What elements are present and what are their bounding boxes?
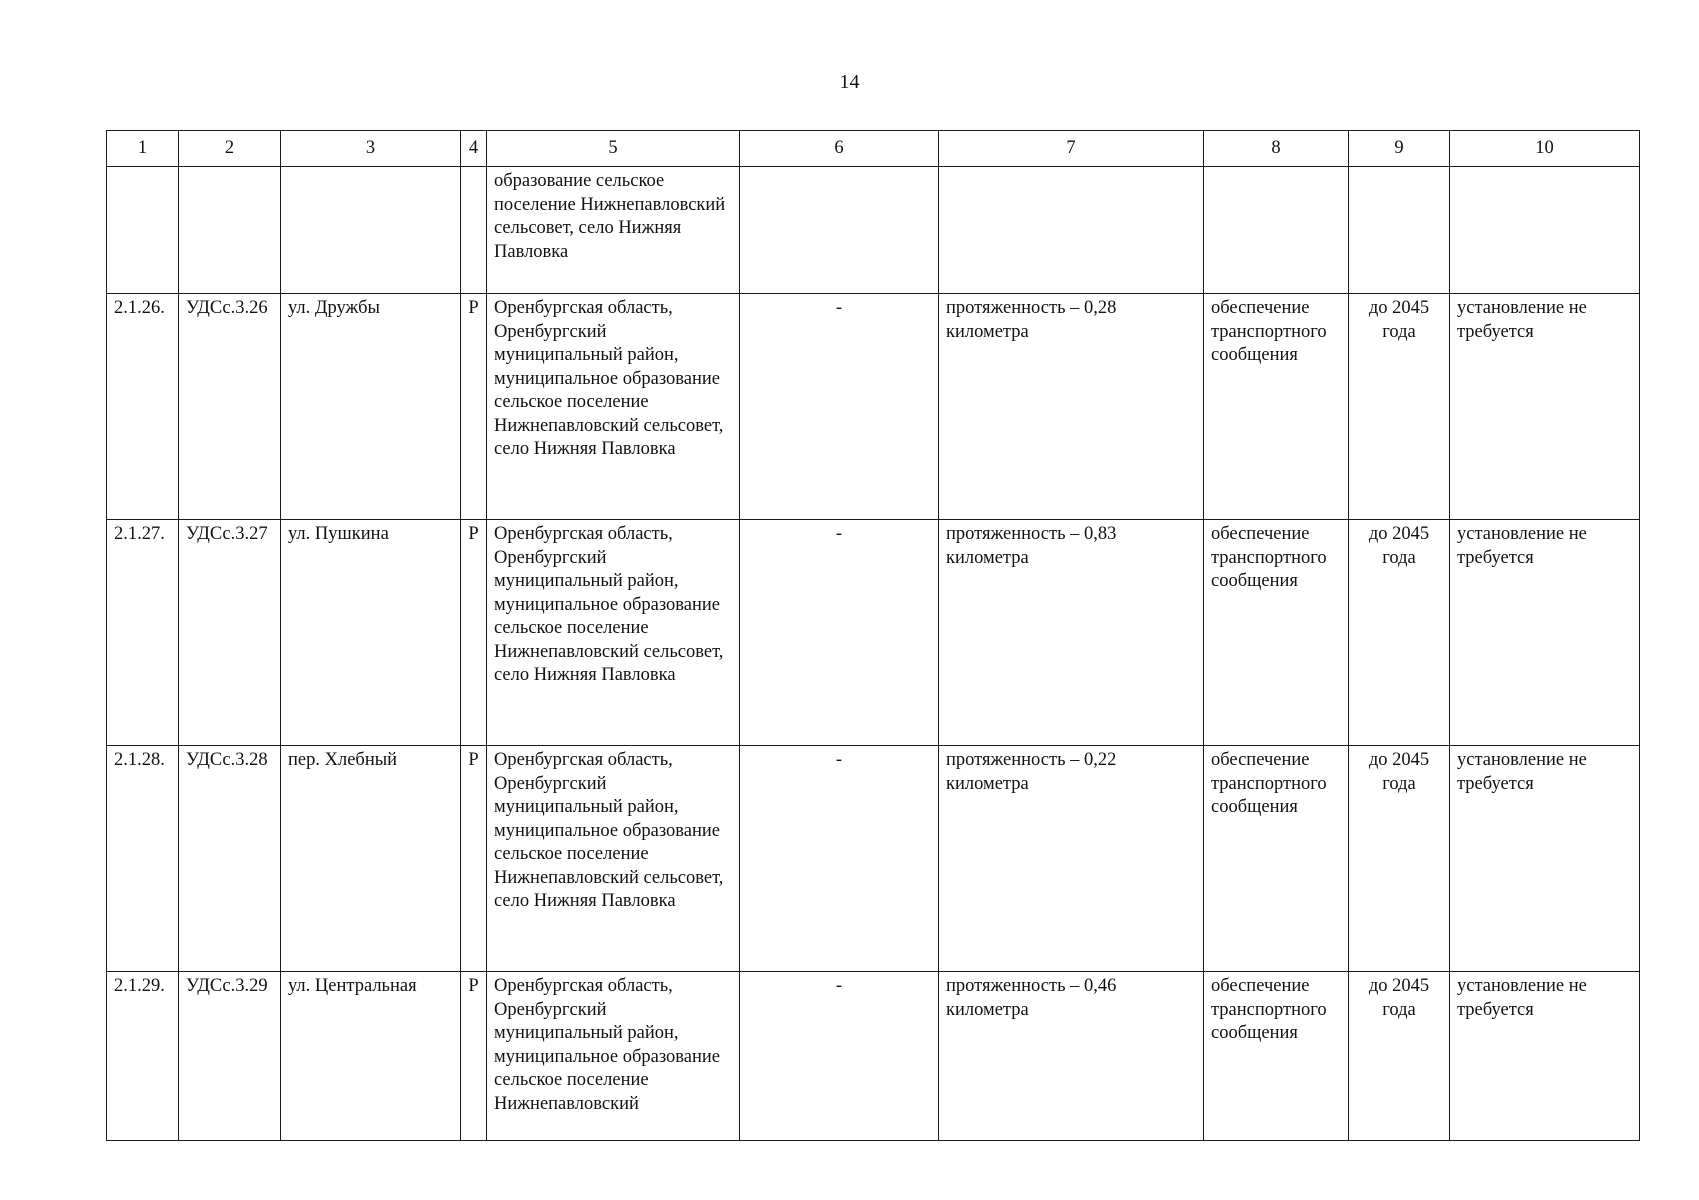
purpose-cell: обеспечение транспортного сообщения [1204,294,1349,520]
object-name-cell: ул. Дружбы [281,294,461,520]
row-number-cell: 2.1.27. [107,520,179,746]
page-number: 14 [839,71,860,93]
zone-cell: установление не требуется [1450,746,1640,972]
location-cell: Оренбургская область, Оренбургский муниципальный район, муниципальное образование сельское поселение Нижнепавловский [487,972,740,1141]
cell-empty [1204,167,1349,294]
table-row [107,520,1640,746]
object-code-cell: УДСс.3.29 [179,972,281,1141]
column-6-cell: - [740,746,939,972]
header-cell: 2 [179,131,281,167]
header-cell: 3 [281,131,461,167]
term-cell: до 2045 года [1349,294,1450,520]
object-code-cell: УДСс.3.28 [179,746,281,972]
purpose-cell: обеспечение транспортного сообщения [1204,520,1349,746]
cell-empty [1450,167,1640,294]
characteristic-cell: протяженность – 0,22 километра [939,746,1204,972]
object-name-cell: ул. Центральная [281,972,461,1141]
header-cell: 7 [939,131,1204,167]
row-number-cell: 2.1.29. [107,972,179,1141]
cell-empty [461,167,487,294]
table-row [107,746,1640,972]
object-code-cell: УДСс.3.27 [179,520,281,746]
table-row [107,294,1640,520]
cell-empty [939,167,1204,294]
row-number-cell: 2.1.26. [107,294,179,520]
column-6-cell: - [740,520,939,746]
cell-empty [1349,167,1450,294]
header-cell: 1 [107,131,179,167]
characteristic-cell: протяженность – 0,46 километра [939,972,1204,1141]
header-cell: 6 [740,131,939,167]
header-cell: 8 [1204,131,1349,167]
object-name-cell: пер. Хлебный [281,746,461,972]
object-code-cell: УДСс.3.26 [179,294,281,520]
header-cell: 4 [461,131,487,167]
cell-empty [107,167,179,294]
header-cell: 10 [1450,131,1640,167]
characteristic-cell: протяженность – 0,28 километра [939,294,1204,520]
significance-cell: Р [461,746,487,972]
column-6-cell: - [740,294,939,520]
term-cell: до 2045 года [1349,520,1450,746]
zone-cell: установление не требуется [1450,294,1640,520]
table-row [107,972,1640,1141]
cell-empty [179,167,281,294]
zone-cell: установление не требуется [1450,972,1640,1141]
zone-cell: установление не требуется [1450,520,1640,746]
registry-table [106,130,1640,1141]
continuation-row [107,167,1640,294]
cell-empty [281,167,461,294]
purpose-cell: обеспечение транспортного сообщения [1204,972,1349,1141]
term-cell: до 2045 года [1349,972,1450,1141]
location-cell: Оренбургская область, Оренбургский муниципальный район, муниципальное образование сельское поселение Нижнепавловский сельсовет, село Нижняя Павловка [487,520,740,746]
location-cell: Оренбургская область, Оренбургский муниципальный район, муниципальное образование сельское поселение Нижнепавловский сельсовет, село Нижняя Павловка [487,294,740,520]
header-row [107,131,1640,167]
row-number-cell: 2.1.28. [107,746,179,972]
characteristic-cell: протяженность – 0,83 километра [939,520,1204,746]
significance-cell: Р [461,972,487,1141]
location-cell: образование сельское поселение Нижнепавловский сельсовет, село Нижняя Павловка [487,167,740,294]
column-6-cell: - [740,972,939,1141]
significance-cell: Р [461,294,487,520]
cell-empty [740,167,939,294]
significance-cell: Р [461,520,487,746]
term-cell: до 2045 года [1349,746,1450,972]
purpose-cell: обеспечение транспортного сообщения [1204,746,1349,972]
header-cell: 9 [1349,131,1450,167]
object-name-cell: ул. Пушкина [281,520,461,746]
header-cell: 5 [487,131,740,167]
location-cell: Оренбургская область, Оренбургский муниципальный район, муниципальное образование сельское поселение Нижнепавловский сельсовет, село Нижняя Павловка [487,746,740,972]
